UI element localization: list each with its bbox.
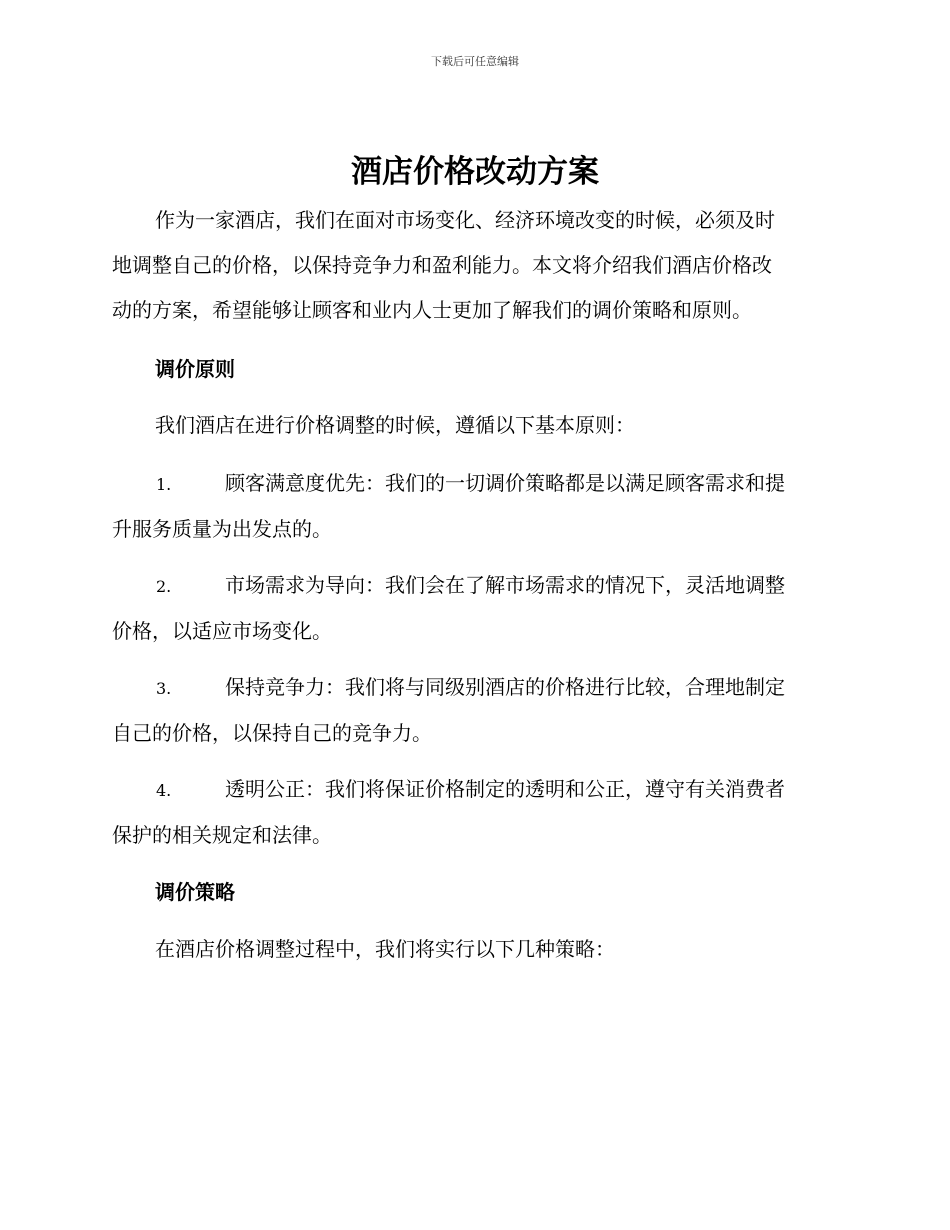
list-item	[112, 665, 834, 756]
list-item	[112, 767, 834, 858]
list-item-line	[112, 665, 834, 711]
list-item-text: 透明公正：我们将保证价格制定的透明和公正，遵守有关消费者	[225, 777, 785, 801]
list-item-text: 升服务质量为出发点的。	[112, 517, 332, 541]
list-item	[112, 563, 834, 654]
strategies-lead-text: 在酒店价格调整过程中，我们将实行以下几种策略：	[155, 937, 615, 961]
section-heading-principles: 调价原则	[155, 357, 235, 381]
list-number: 1.	[156, 475, 172, 494]
intro-line: 动的方案，希望能够让顾客和业内人士更加了解我们的调价策略和原则。	[112, 298, 752, 322]
list-item-line	[112, 767, 834, 813]
intro-line: 作为一家酒店，我们在面对市场变化、经济环境改变的时候，必须及时	[155, 208, 775, 232]
intro-paragraph	[112, 198, 834, 333]
list-number: 2.	[156, 577, 172, 596]
section-heading-strategies: 调价策略	[155, 880, 235, 904]
principles-lead-text: 我们酒店在进行价格调整的时候，遵循以下基本原则：	[155, 413, 635, 437]
list-item-text: 保护的相关规定和法律。	[112, 823, 332, 847]
list-item-text: 价格，以适应市场变化。	[112, 619, 332, 643]
list-number: 4.	[156, 781, 172, 800]
strategies-lead	[112, 927, 834, 972]
list-number: 3.	[156, 679, 172, 698]
header-note: 下载后可任意编辑	[431, 55, 519, 68]
list-item	[112, 461, 834, 552]
list-item-text: 保持竞争力：我们将与同级别酒店的价格进行比较，合理地制定	[225, 675, 785, 699]
list-item-line	[112, 461, 834, 507]
principles-lead	[112, 403, 834, 448]
list-item-text: 自己的价格，以保持自己的竞争力。	[112, 721, 432, 745]
intro-line: 地调整自己的价格，以保持竞争力和盈利能力。本文将介绍我们酒店价格改	[112, 253, 772, 277]
document-title: 酒店价格改动方案	[351, 154, 599, 190]
list-item-text: 顾客满意度优先：我们的一切调价策略都是以满足顾客需求和提	[225, 471, 785, 495]
list-item-line	[112, 563, 834, 609]
list-item-text: 市场需求为导向：我们会在了解市场需求的情况下，灵活地调整	[225, 573, 785, 597]
